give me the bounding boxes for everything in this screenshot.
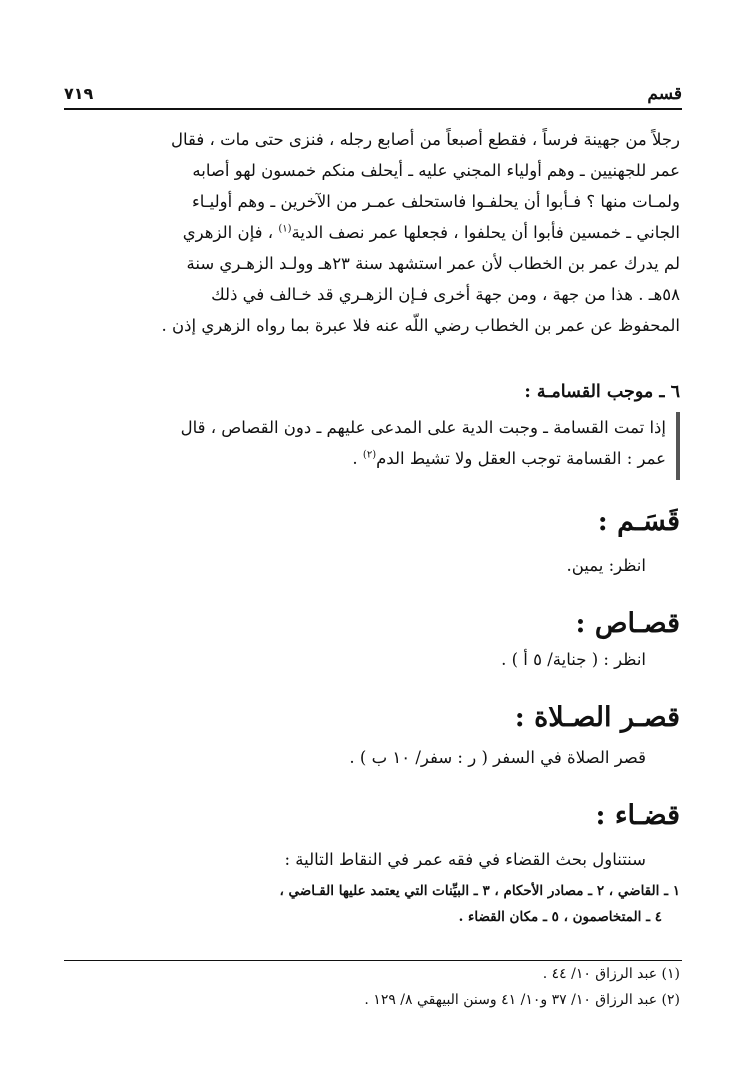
- intro-paragraph: [66, 124, 680, 341]
- page-number: ٧١٩: [64, 84, 94, 103]
- paragraph-line-tail: ، فإن الزهري: [182, 223, 274, 242]
- entry-title-qisas: قصـاص :: [575, 608, 680, 639]
- footnote: (١) عبد الرزاق ١٠/ ٤٤ .: [542, 966, 680, 982]
- footnote-marker: (٢): [362, 449, 377, 461]
- paragraph-line: لم يدرك عمر بن الخطاب لأن عمر استشهد سنة ٢٣هـ وولـد الزهـري سنة: [186, 254, 680, 273]
- paragraph-line-text: عمر : القسامة توجب العقل ولا تشيط الدم: [376, 449, 666, 468]
- qada-points-line: ١ ـ القاضي ، ٢ ـ مصادر الأحكام ، ٣ ـ البيِّنات التي يعتمد عليها القـاضي ،: [279, 883, 680, 899]
- paragraph-line: إذا تمت القسامة ـ وجبت الدية على المدعى عليهم ـ دون القصاص ، قال: [180, 418, 666, 437]
- paragraph-line: ٥٨هـ . هذا من جهة ، ومن جهة أخرى فـإن الزهـري قد خـالف في ذلك: [211, 285, 680, 304]
- section6-paragraph: [66, 412, 666, 474]
- footnote-marker: (١): [278, 223, 292, 235]
- section-heading: ٦ ـ موجب القسامـة :: [524, 382, 680, 402]
- paragraph-line: [66, 443, 666, 474]
- paragraph-line-end: .: [352, 449, 363, 468]
- paragraph-line: ولمـات منها ؟ فـأبوا أن يحلفـوا فاستحلف عمـر من الآخرين ـ وهم أوليـاء: [192, 192, 680, 211]
- entry-text-qisas: انظر : ( جناية/ ٥ أ ) .: [501, 650, 646, 669]
- entry-title-qasr: قصـر الصـلاة :: [514, 702, 680, 733]
- entry-text-qada: سنتناول بحث القضاء في فقه عمر في النقاط التالية :: [284, 850, 646, 869]
- paragraph-line: المحفوظ عن عمر بن الخطاب رضي اللّه عنه فلا عبرة بما رواه الزهري إذن .: [161, 316, 680, 335]
- entry-title-qasam: قَسَـم :: [597, 506, 680, 537]
- paragraph-line: رجلاً من جهينة فرساً ، فقطع أصبعاً من أصابع رجله ، فنزى حتى مات ، فقال: [171, 130, 680, 149]
- footnote-separator: [64, 960, 682, 961]
- paragraph-line-text: الجاني ـ خمسين فأبوا أن يحلفوا ، فجعلها عمر نصف الدية: [291, 223, 680, 242]
- entry-title-qada: قضـاء :: [595, 800, 680, 831]
- qada-points-line: ٤ ـ المتخاصمون ، ٥ ـ مكان القضاء .: [458, 909, 662, 925]
- footnote: (٢) عبد الرزاق ١٠/ ٣٧ و١٠/ ٤١ وسنن البيهقي ٨/ ١٢٩ .: [364, 992, 680, 1008]
- section-divider-bar: [676, 412, 680, 480]
- entry-text-qasr: قصر الصلاة في السفر ( ر : سفر/ ١٠ ب ) .: [349, 748, 646, 767]
- entry-text-qasam: انظر: يمين.: [566, 556, 646, 575]
- paragraph-line: عمر للجهنيين ـ وهم أولياء المجني عليه ـ أيحلف منكم خمسون لهو أصابه: [192, 161, 680, 180]
- paragraph-line: [66, 217, 680, 248]
- running-header-word: قسم: [647, 84, 682, 104]
- page-header: [64, 84, 682, 110]
